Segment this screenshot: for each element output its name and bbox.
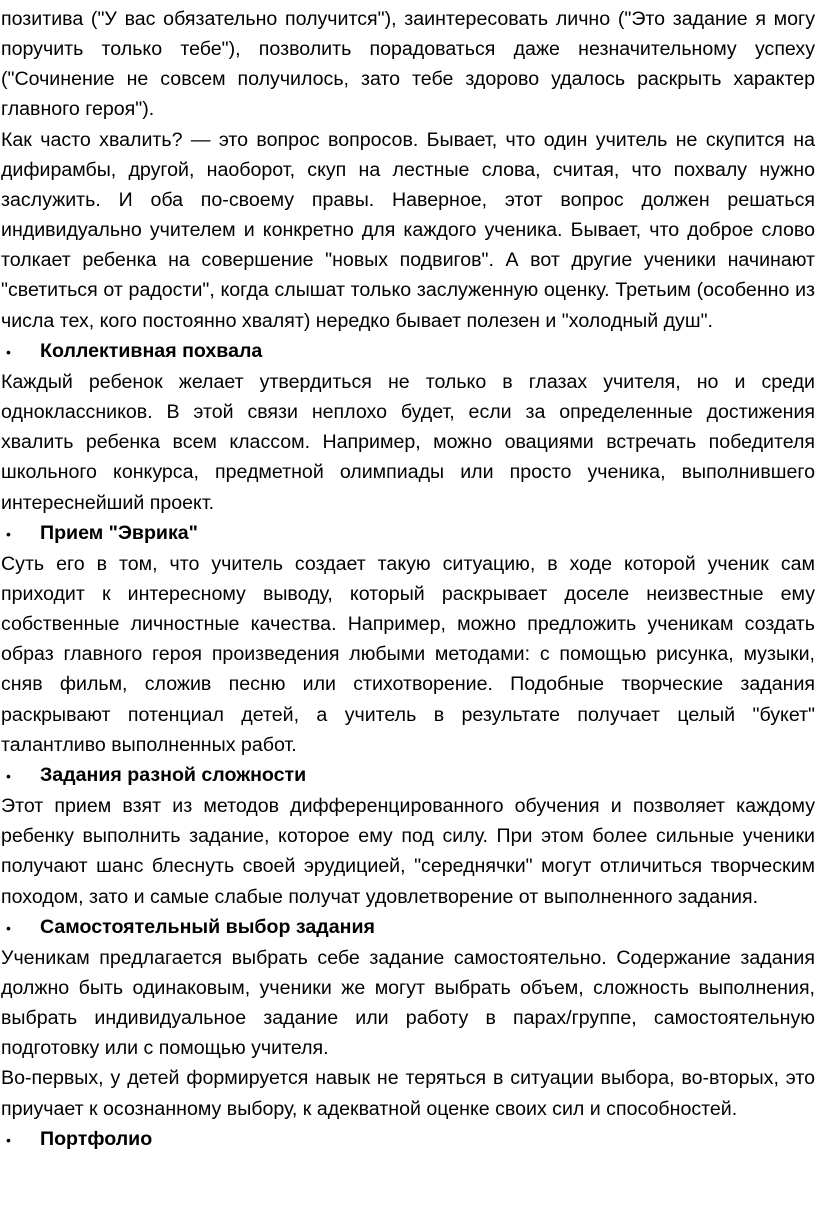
document-page bbox=[0, 4, 816, 1210]
paragraph-how-often-praise: Как часто хвалить? — это вопрос вопросов. Бывает, что один учитель не скупится на дифирамбы, другой, наоборот, скуп на лестные слова, считая, что похвалу нужно заслужить. И оба по-своему правы. Наверное, этот вопрос должен решаться индивидуально учителем и конкретно для каждого ученика. Бывает, что доброе слово толкает ребенка на совершение "новых подвигов". А вот другие ученики начинают "светиться от радости", когда слышат только заслуженную оценку. Третьим (особенно из числа тех, кого постоянно хвалят) нередко бывает полезен и "холодный душ". bbox=[1, 128, 815, 332]
bullet-dot-icon: • bbox=[6, 767, 11, 784]
bullet-heading: Портфолио bbox=[40, 1127, 153, 1150]
bullet-self-choice bbox=[1, 912, 815, 943]
bullet-heading: Коллективная похвала bbox=[40, 339, 263, 362]
paragraph-eureka: Суть его в том, что учитель создает такую ситуацию, в ходе которой ученик сам приходит к интересному выводу, который раскрывает доселе неизвестные ему собственные личностные качества. Например, можно предложить ученикам создать образ главного героя произведения любыми методами: с помощью рисунка, музыки, сняв фильм, сложив песню или стихотворение. Подобные творческие задания раскрывают потенциал детей, а учитель в результате получает целый "букет" талантливо выполненных работ. bbox=[1, 552, 815, 756]
paragraph-intro-continuation: позитива ("У вас обязательно получится"), заинтересовать лично ("Это задание я могу поручить только тебе"), позволить порадоваться даже незначительному успеху ("Сочинение не совсем получилось, зато тебе здорово удалось раскрыть характер главного героя"). bbox=[1, 8, 815, 121]
bullet-dot-icon: • bbox=[6, 1131, 11, 1148]
paragraph-self-choice: Ученикам предлагается выбрать себе задание самостоятельно. Содержание задания должно быть одинаковым, ученики же могут выбрать объем, сложность выполнения, выбрать индивидуальное задание или работу в парах/группе, самостоятельную подготовку или с помощью учителя. bbox=[1, 946, 815, 1060]
bullet-dot-icon: • bbox=[6, 919, 11, 936]
bullet-varied-difficulty bbox=[1, 760, 815, 791]
paragraph-self-choice-benefits: Во-первых, у детей формируется навык не теряться в ситуации выбора, во-вторых, это приучает к осознанному выбору, к адекватной оценке своих сил и способностей. bbox=[1, 1067, 815, 1120]
bullet-heading: Самостоятельный выбор задания bbox=[40, 915, 375, 938]
bullet-dot-icon: • bbox=[6, 343, 11, 360]
bullet-collective-praise bbox=[1, 336, 815, 367]
paragraph-varied-difficulty: Этот прием взят из методов дифференцированного обучения и позволяет каждому ребенку выполнить задание, которое ему под силу. При этом более сильные ученики получают шанс блеснуть своей эрудицией, "середнячки" могут отличиться творческим походом, зато и самые слабые получат удовлетворение от выполненного задания. bbox=[1, 795, 815, 908]
bullet-heading: Задания разной сложности bbox=[40, 763, 307, 786]
bullet-eureka bbox=[1, 518, 815, 549]
bullet-portfolio bbox=[1, 1124, 815, 1155]
paragraph-collective-praise: Каждый ребенок желает утвердиться не только в глазах учителя, но и среди одноклассников. В этой связи неплохо будет, если за определенные достижения хвалить ребенка всем классом. Например, можно овациями встречать победителя школьного конкурса, предметной олимпиады или просто ученика, выполнившего интереснейший проект. bbox=[1, 370, 815, 514]
bullet-heading: Прием "Эврика" bbox=[40, 521, 198, 544]
bullet-dot-icon: • bbox=[6, 525, 11, 542]
